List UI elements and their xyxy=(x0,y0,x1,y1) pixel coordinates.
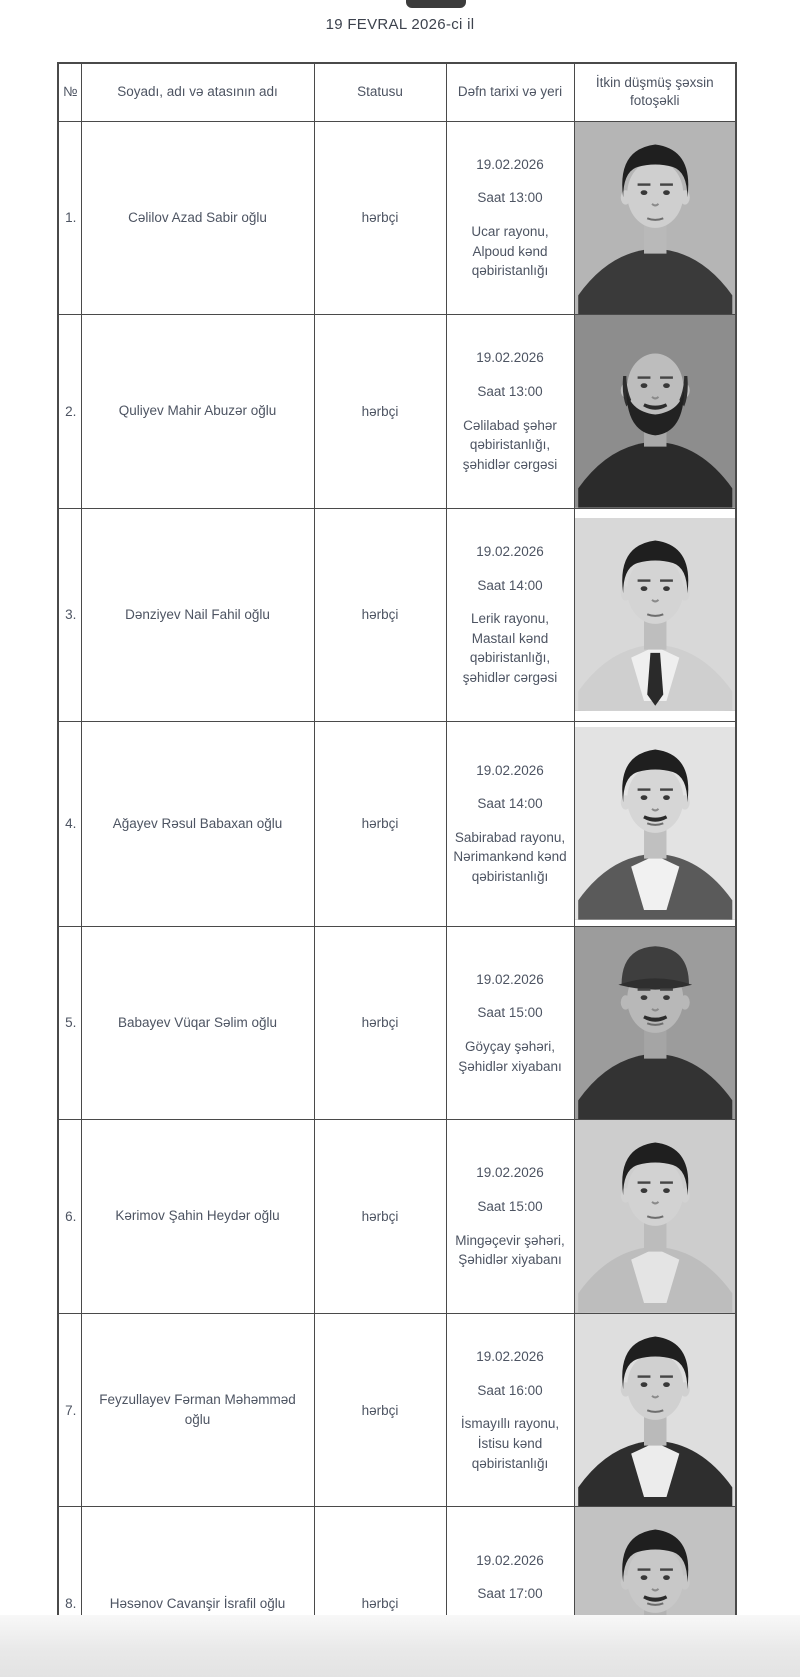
person-status: hərbçi xyxy=(314,1313,446,1507)
burial-info xyxy=(446,1120,574,1314)
portrait-photo xyxy=(575,927,736,1120)
person-status: hərbçi xyxy=(314,508,446,721)
photo-cell xyxy=(574,315,736,509)
table-header-row xyxy=(58,63,736,121)
burial-place: Göyçay şəhəri, Şəhidlər xiyabanı xyxy=(458,1038,562,1074)
header-burial: Dəfn tarixi və yeri xyxy=(446,63,574,121)
table-row xyxy=(58,121,736,315)
burial-time: Saat 13:00 xyxy=(477,384,543,400)
burial-info xyxy=(446,721,574,926)
footer-background-strip xyxy=(0,1615,800,1677)
photo-cell xyxy=(574,1313,736,1507)
burial-date: 19.02.2026 xyxy=(476,350,544,366)
header-name: Soyadı, adı və atasının adı xyxy=(81,63,314,121)
header-number: № xyxy=(58,63,81,121)
burial-info xyxy=(446,508,574,721)
portrait-photo xyxy=(575,1120,736,1313)
burial-place: Sabirabad rayonu, Nərimankənd kənd qəbiristanlığı xyxy=(453,829,567,885)
portrait-photo xyxy=(575,518,736,711)
burial-date: 19.02.2026 xyxy=(476,1552,544,1568)
burial-time: Saat 17:00 xyxy=(477,1586,543,1602)
page-title: 19 FEVRAL 2026-ci il xyxy=(325,16,475,33)
portrait-photo xyxy=(575,315,736,508)
photo-cell xyxy=(574,721,736,926)
burial-date: 19.02.2026 xyxy=(476,971,544,987)
burial-place: Ucar rayonu, Alpoud kənd qəbiristanlığı xyxy=(471,224,549,279)
table-row xyxy=(58,508,736,721)
person-status: hərbçi xyxy=(314,926,446,1120)
person-name: Cəlilov Azad Sabir oğlu xyxy=(81,121,314,315)
person-name: Dənziyev Nail Fahil oğlu xyxy=(81,508,314,721)
burial-info xyxy=(446,121,574,315)
person-name: Feyzullayev Fərman Məhəmməd oğlu xyxy=(81,1313,314,1507)
table-row xyxy=(58,721,736,926)
burial-info xyxy=(446,1313,574,1507)
photo-cell xyxy=(574,508,736,721)
header-status: Statusu xyxy=(314,63,446,121)
burial-place: Lerik rayonu, Mastaıl kənd qəbiristanlığı, şəhidlər cərgəsi xyxy=(462,611,558,685)
burial-place: İsmayıllı rayonu, İstisu kənd qəbiristanlığı xyxy=(460,1416,560,1471)
burial-time: Saat 13:00 xyxy=(477,190,543,206)
person-status: hərbçi xyxy=(314,315,446,509)
burial-schedule-table xyxy=(57,62,737,1677)
portrait-photo xyxy=(575,1314,736,1507)
row-number: 8. xyxy=(58,1507,81,1677)
row-number: 4. xyxy=(58,721,81,926)
person-status: hərbçi xyxy=(314,1507,446,1677)
person-name: Kərimov Şahin Heydər oğlu xyxy=(81,1120,314,1314)
cropped-emblem-icon xyxy=(406,0,466,8)
burial-place: Mingəçevir şəhəri, Şəhidlər xiyabanı xyxy=(455,1232,565,1268)
burial-place: Cəlilabad şəhər qəbiristanlığı, şəhidlər cərgəsi xyxy=(462,417,558,472)
table-row xyxy=(58,926,736,1120)
table-row xyxy=(58,1313,736,1507)
table-row xyxy=(58,315,736,509)
photo-cell xyxy=(574,121,736,315)
burial-time: Saat 16:00 xyxy=(477,1382,543,1398)
photo-cell xyxy=(574,926,736,1120)
row-number: 1. xyxy=(58,121,81,315)
burial-date: 19.02.2026 xyxy=(476,1349,544,1365)
burial-time: Saat 15:00 xyxy=(477,1199,543,1215)
table-row xyxy=(58,1120,736,1314)
row-number: 6. xyxy=(58,1120,81,1314)
burial-date: 19.02.2026 xyxy=(476,156,544,172)
row-number: 5. xyxy=(58,926,81,1120)
person-name: Babayev Vüqar Səlim oğlu xyxy=(81,926,314,1120)
person-name: Həsənov Cavanşir İsrafil oğlu xyxy=(81,1507,314,1677)
burial-date: 19.02.2026 xyxy=(476,762,544,778)
row-number: 2. xyxy=(58,315,81,509)
burial-time: Saat 15:00 xyxy=(477,1005,543,1021)
portrait-photo xyxy=(575,122,736,315)
person-name: Quliyev Mahir Abuzər oğlu xyxy=(81,315,314,509)
row-number: 7. xyxy=(58,1313,81,1507)
portrait-photo xyxy=(575,727,736,920)
burial-info xyxy=(446,315,574,509)
burial-date: 19.02.2026 xyxy=(476,544,544,559)
burial-time: Saat 14:00 xyxy=(477,796,543,812)
person-status: hərbçi xyxy=(314,721,446,926)
burial-time: Saat 14:00 xyxy=(477,577,543,593)
person-name: Ağayev Rəsul Babaxan oğlu xyxy=(81,721,314,926)
burial-info xyxy=(446,926,574,1120)
burial-date: 19.02.2026 xyxy=(476,1165,544,1181)
header-photo: İtkin düşmüş şəxsin fotoşəkli xyxy=(574,63,736,121)
person-status: hərbçi xyxy=(314,1120,446,1314)
row-number: 3. xyxy=(58,508,81,721)
photo-cell xyxy=(574,1120,736,1314)
person-status: hərbçi xyxy=(314,121,446,315)
